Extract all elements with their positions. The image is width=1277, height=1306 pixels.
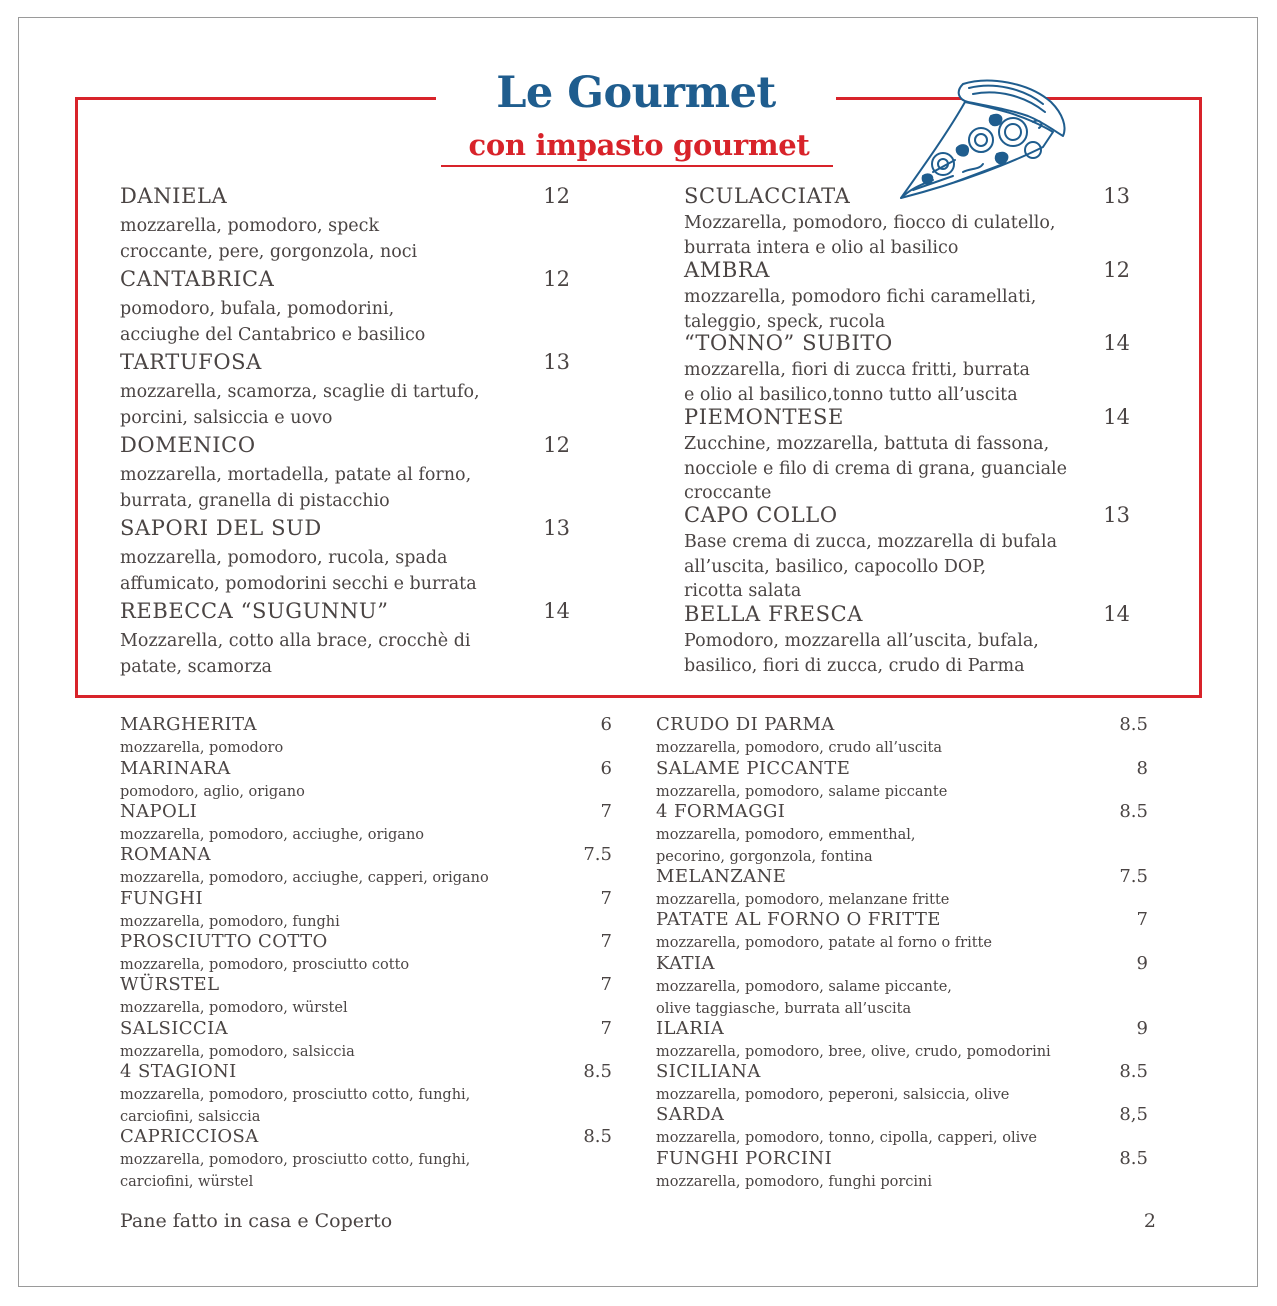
item-name: AMBRA	[684, 258, 771, 282]
item-name: CRUDO DI PARMA	[656, 714, 835, 735]
item-price: 8.5	[1119, 714, 1148, 735]
item-name: ROMANA	[120, 844, 211, 865]
item-name: DANIELA	[120, 184, 228, 208]
item-description: mozzarella, scamorza, scaglie di tartufo, porcini, salsiccia e uovo	[120, 382, 480, 428]
item-name: KATIA	[656, 953, 715, 974]
item-price: 7	[1136, 909, 1148, 930]
item-description: mozzarella, pomodoro, crudo all’uscita	[656, 740, 942, 756]
item-price: 9	[1136, 1018, 1148, 1039]
item-price: 8,5	[1119, 1104, 1148, 1125]
item-name: MARGHERITA	[120, 714, 257, 735]
pizza-slice-icon	[893, 72, 1073, 207]
item-price: 14	[1103, 405, 1130, 429]
item-price: 14	[1103, 331, 1130, 355]
item-name: SCULACCIATA	[684, 184, 851, 208]
item-price: 8.5	[1119, 1061, 1148, 1082]
item-price: 6	[600, 758, 612, 779]
item-description: mozzarella, pomodoro, prosciutto cotto, funghi, carciofini, würstel	[120, 1152, 471, 1190]
item-description: mozzarella, fiori di zucca fritti, burrata e olio al basilico,tonno tutto all’uscita	[684, 360, 1030, 405]
item-name: NAPOLI	[120, 801, 198, 822]
item-name: SICILIANA	[656, 1061, 761, 1082]
item-price: 8.5	[1119, 801, 1148, 822]
item-name: PROSCIUTTO COTTO	[120, 931, 328, 952]
item-description: mozzarella, pomodoro, patate al forno o fritte	[656, 935, 992, 951]
item-price: 12	[543, 433, 570, 457]
item-price: 13	[543, 516, 570, 540]
item-price: 8.5	[583, 1126, 612, 1147]
item-price: 7.5	[1119, 866, 1148, 887]
item-price: 13	[1103, 503, 1130, 527]
cover-charge-label: Pane fatto in casa e Coperto	[120, 1210, 393, 1232]
item-name: PIEMONTESE	[684, 405, 844, 429]
item-name: CAPO COLLO	[684, 503, 838, 527]
item-name: FUNGHI PORCINI	[656, 1148, 833, 1169]
item-price: 12	[543, 267, 570, 291]
item-description: mozzarella, pomodoro, melanzane fritte	[656, 892, 950, 908]
item-name: CAPRICCIOSA	[120, 1126, 259, 1147]
item-price: 14	[1103, 602, 1130, 626]
item-description: mozzarella, pomodoro, würstel	[120, 1000, 348, 1016]
item-description: mozzarella, pomodoro, emmenthal, pecorino, gorgonzola, fontina	[656, 827, 916, 865]
item-price: 8.5	[1119, 1148, 1148, 1169]
item-description: mozzarella, pomodoro, speck croccante, pere, gorgonzola, noci	[120, 216, 418, 262]
item-description: mozzarella, pomodoro, funghi porcini	[656, 1174, 933, 1190]
item-name: DOMENICO	[120, 433, 256, 457]
item-price: 7	[600, 931, 612, 952]
item-description: Zucchine, mozzarella, battuta di fassona, nocciole e filo di crema di grana, guanciale croccante	[684, 434, 1067, 503]
item-price: 6	[600, 714, 612, 735]
item-description: Mozzarella, cotto alla brace, crocchè di patate, scamorza	[120, 631, 471, 677]
item-description: pomodoro, aglio, origano	[120, 784, 305, 800]
item-description: pomodoro, bufala, pomodorini, acciughe del Cantabrico e basilico	[120, 299, 426, 345]
item-name: REBECCA “SUGUNNU”	[120, 599, 389, 623]
item-name: SARDA	[656, 1104, 725, 1125]
item-name: FUNGHI	[120, 888, 203, 909]
cover-charge-price: 2	[1143, 1210, 1156, 1232]
item-price: 8.5	[583, 1061, 612, 1082]
item-name: WÜRSTEL	[120, 974, 220, 995]
item-name: 4 STAGIONI	[120, 1061, 237, 1082]
item-price: 7.5	[583, 844, 612, 865]
item-name: 4 FORMAGGI	[656, 801, 786, 822]
item-price: 14	[543, 599, 570, 623]
item-description: mozzarella, pomodoro, acciughe, capperi, origano	[120, 870, 489, 886]
item-name: CANTABRICA	[120, 267, 275, 291]
item-name: SAPORI DEL SUD	[120, 516, 322, 540]
item-description: mozzarella, pomodoro, salsiccia	[120, 1044, 355, 1060]
item-description: mozzarella, mortadella, patate al forno, burrata, granella di pistacchio	[120, 465, 472, 511]
item-description: mozzarella, pomodoro, tonno, cipolla, capperi, olive	[656, 1130, 1038, 1146]
item-name: MELANZANE	[656, 866, 787, 887]
item-description: Pomodoro, mozzarella all’uscita, bufala, basilico, fiori di zucca, crudo di Parma	[684, 631, 1039, 676]
item-description: mozzarella, pomodoro fichi caramellati, taleggio, speck, rucola	[684, 287, 1037, 332]
item-name: SALAME PICCANTE	[656, 758, 851, 779]
item-price: 7	[600, 888, 612, 909]
page-title: Le Gourmet	[496, 68, 776, 118]
item-description: mozzarella, pomodoro, peperoni, salsiccia, olive	[656, 1087, 1010, 1103]
item-price: 12	[1103, 258, 1130, 282]
item-description: mozzarella, pomodoro	[120, 740, 284, 756]
item-name: BELLA FRESCA	[684, 602, 864, 626]
item-description: mozzarella, pomodoro, funghi	[120, 914, 340, 930]
item-price: 7	[600, 801, 612, 822]
item-description: Mozzarella, pomodoro, fiocco di culatello, burrata intera e olio al basilico	[684, 213, 1056, 258]
item-price: 7	[600, 1018, 612, 1039]
item-name: “TONNO” SUBITO	[684, 331, 893, 355]
item-name: TARTUFOSA	[120, 350, 262, 374]
item-price: 7	[600, 974, 612, 995]
item-price: 12	[543, 184, 570, 208]
item-description: mozzarella, pomodoro, salame piccante, olive taggiasche, burrata all’uscita	[656, 979, 952, 1017]
item-name: PATATE AL FORNO O FRITTE	[656, 909, 941, 930]
item-description: mozzarella, pomodoro, prosciutto cotto	[120, 957, 410, 973]
subtitle-underline	[441, 165, 833, 167]
item-description: mozzarella, pomodoro, bree, olive, crudo, pomodorini	[656, 1044, 1051, 1060]
item-price: 9	[1136, 953, 1148, 974]
item-name: MARINARA	[120, 758, 231, 779]
item-price: 13	[543, 350, 570, 374]
item-description: mozzarella, pomodoro, salame piccante	[656, 784, 948, 800]
page-subtitle: con impasto gourmet	[468, 128, 810, 162]
item-price: 8	[1136, 758, 1148, 779]
item-description: mozzarella, pomodoro, rucola, spada affumicato, pomodorini secchi e burrata	[120, 548, 477, 594]
item-description: mozzarella, pomodoro, prosciutto cotto, funghi, carciofini, salsiccia	[120, 1087, 471, 1125]
item-description: mozzarella, pomodoro, acciughe, origano	[120, 827, 425, 843]
item-description: Base crema di zucca, mozzarella di bufala all’uscita, basilico, capocollo DOP, ricotta salata	[684, 532, 1058, 601]
item-name: SALSICCIA	[120, 1018, 228, 1039]
item-name: ILARIA	[656, 1018, 725, 1039]
item-price: 13	[1103, 184, 1130, 208]
